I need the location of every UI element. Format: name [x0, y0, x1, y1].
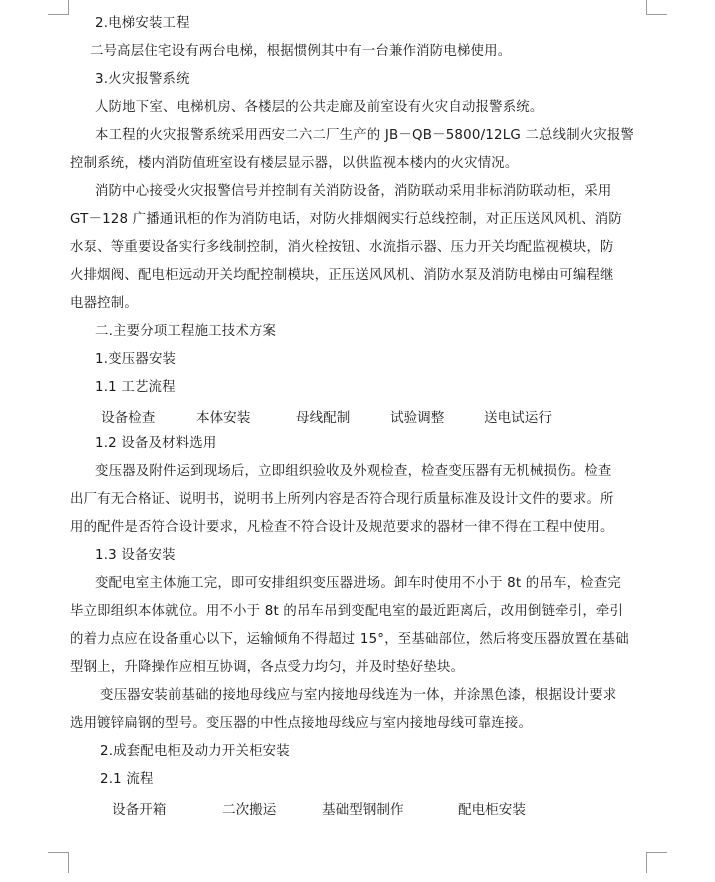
paragraph-line: 变压器及附件运到现场后，立即组织验收及外观检查，检查变压器有无机械损伤。检查 [95, 464, 612, 479]
paragraph-line: 火排烟阀、配电柜远动开关均配控制模块，正压送风风机、消防水泵及消防电梯由可编程继 [70, 268, 614, 283]
paragraph-line: 人防地下室、电梯机房、各楼层的公共走廊及前室设有火灾自动报警系统。 [95, 100, 544, 115]
heading-switchgear-install: 2.成套配电柜及动力开关柜安装 [100, 744, 290, 759]
heading-main-technical-plan: 二.主要分项工程施工技术方案 [95, 324, 277, 339]
flow-step: 母线配制 [296, 410, 351, 426]
paragraph-line: 毕立即组织本体就位。用不小于 8t 的吊车吊到变配电室的最近距离后，改用倒链牵引，牵引 [70, 604, 624, 619]
heading-equipment-install: 1.3 设备安装 [95, 548, 176, 563]
heading-flow: 2.1 流程 [100, 772, 154, 787]
flow-step: 设备开箱 [112, 802, 167, 818]
paragraph-line: 电器控制。 [70, 296, 138, 311]
heading-elevator: 2.电梯安装工程 [95, 16, 190, 31]
paragraph-line: GT－128 广播通讯柜的作为消防电话，对防火排烟阀实行总线控制，对正压送风风机、消防 [70, 212, 622, 227]
paragraph-line: 变压器安装前基础的接地母线应与室内接地母线连为一体，并涂黑色漆，根据设计要求 [100, 688, 617, 703]
flow-step: 本体安装 [196, 410, 251, 426]
paragraph-line: 用的配件是否符合设计要求，凡检查不符合设计及规范要求的器材一律不得在工程中使用。 [70, 520, 614, 535]
flow-step: 配电柜安装 [458, 802, 526, 818]
paragraph-line: 型钢上，升降操作应相互协调，各点受力均匀，并及时垫好垫块。 [70, 660, 465, 675]
flow-step: 基础型钢制作 [322, 802, 404, 818]
paragraph-line: 出厂有无合格证、说明书，说明书上所列内容是否符合现行质量标准及设计文件的要求。所 [70, 492, 614, 507]
paragraph-line: 选用镀锌扁钢的型号。变压器的中性点接地母线应与室内接地母线可靠连接。 [70, 716, 533, 731]
flow-step: 试验调整 [390, 410, 445, 426]
paragraph-line: 二号高层住宅设有两台电梯，根据惯例其中有一台兼作消防电梯使用。 [90, 44, 512, 59]
paragraph-line: 消防中心接受火灾报警信号并控制有关消防设备，消防联动采用非标消防联动柜，采用 [95, 184, 612, 199]
paragraph-line: 的着力点应在设备重心以下，运输倾角不得超过 15°，至基础部位，然后将变压器放置在基础 [70, 632, 629, 647]
paragraph-line: 水泵、等重要设备实行多线制控制，消火栓按钮、水流指示器、压力开关均配监视模块，防 [70, 240, 614, 255]
paragraph-line: 变配电室主体施工完，即可安排组织变压器进场。卸车时使用不小于 8t 的吊车，检查完 [95, 576, 621, 591]
flow-step: 设备检查 [101, 410, 156, 426]
paragraph-line: 控制系统，楼内消防值班室设有楼层显示器，以供监视本楼内的火灾情况。 [70, 156, 519, 171]
flow-step: 二次搬运 [222, 802, 277, 818]
heading-fire-alarm: 3.火灾报警系统 [95, 72, 190, 87]
heading-process-flow: 1.1 工艺流程 [95, 380, 176, 395]
heading-transformer-install: 1.变压器安装 [95, 352, 177, 367]
flow-step: 送电试运行 [484, 410, 552, 426]
paragraph-line: 本工程的火灾报警系统采用西安二六二厂生产的 JB－QB－5800/12LG 二总线制火灾报警 [95, 128, 635, 143]
heading-equipment-selection: 1.2 设备及材料选用 [95, 436, 217, 451]
